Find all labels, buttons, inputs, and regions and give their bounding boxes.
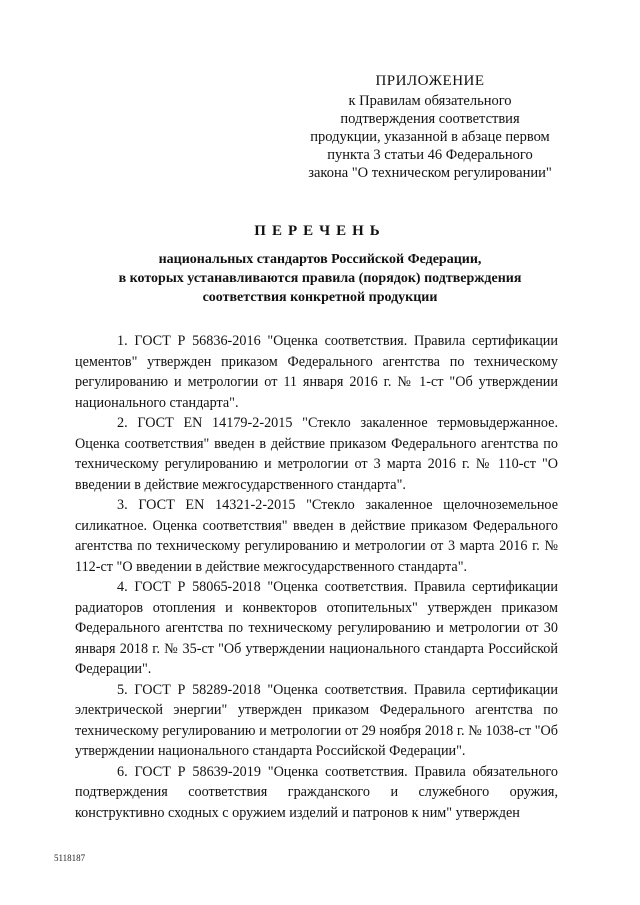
list-item-1: 1. ГОСТ Р 56836-2016 "Оценка соответствия. Правила сертификации цементов" утвержден приказом Федерального агентства по техническому регулированию и метрологии от 11 января 2016 г. № 1-ст "Об утверждении национального стандарта". (75, 333, 558, 411)
appendix-line: к Правилам обязательного (348, 93, 512, 109)
list-subtitle-line: национальных стандартов Российской Федерации, (158, 252, 482, 267)
appendix-line: закона "О техническом регулировании" (308, 165, 552, 181)
list-item-4: 4. ГОСТ Р 58065-2018 "Оценка соответствия. Правила сертификации радиаторов отопления и конвекторов отопительных" утвержден приказом Федерального агентства по техническому регулированию и метрологии от 30 января 2018 г. № 35-ст "Об утверждении национального стандарта Российской Федерации". (75, 579, 558, 677)
standards-list (75, 331, 558, 823)
list-item-6: 6. ГОСТ Р 58639-2019 "Оценка соответствия. Правила обязательного подтверждения соответствия гражданского и служебного оружия, конструктивно сходных с оружием изделий и патронов к ним" утвержден (75, 763, 558, 821)
list-heading (80, 223, 560, 307)
list-subtitle-line: соответствия конкретной продукции (202, 290, 438, 305)
list-item-3: 3. ГОСТ EN 14321-2-2015 "Стекло закаленное щелочноземельное силикатное. Оценка соответствия" введен в действие приказом Федерального агентства по техническому регулированию и метрологии от 3 марта 2016 г. № 112-ст "О введении в действие межгосударственного стандарта". (75, 497, 558, 575)
appendix-line: пункта 3 статьи 46 Федерального (327, 147, 533, 163)
list-title: ПЕРЕЧЕНЬ (254, 223, 386, 239)
list-item-2: 2. ГОСТ EN 14179-2-2015 "Стекло закаленное термовыдержанное. Оценка соответствия" введен в действие приказом Федерального агентства по техническому регулированию и метрологии от 3 марта 2016 г. № 110-ст "О введении в действие межгосударственного стандарта". (75, 415, 558, 493)
list-subtitle-line: в которых устанавливаются правила (порядок) подтверждения (118, 271, 522, 286)
appendix-line: продукции, указанной в абзаце первом (310, 129, 550, 145)
appendix-block (300, 72, 560, 182)
list-item-5: 5. ГОСТ Р 58289-2018 "Оценка соответствия. Правила сертификации электрической энергии" утвержден приказом Федерального агентства по техническому регулированию и метрологии от 29 ноября 2018 г. № 1038-ст "Об утверждении национального стандарта Российской Федерации". (75, 681, 558, 759)
appendix-title: ПРИЛОЖЕНИЕ (375, 73, 485, 89)
document-number: 5118187 (54, 853, 86, 863)
appendix-line: подтверждения соответствия (340, 111, 520, 127)
